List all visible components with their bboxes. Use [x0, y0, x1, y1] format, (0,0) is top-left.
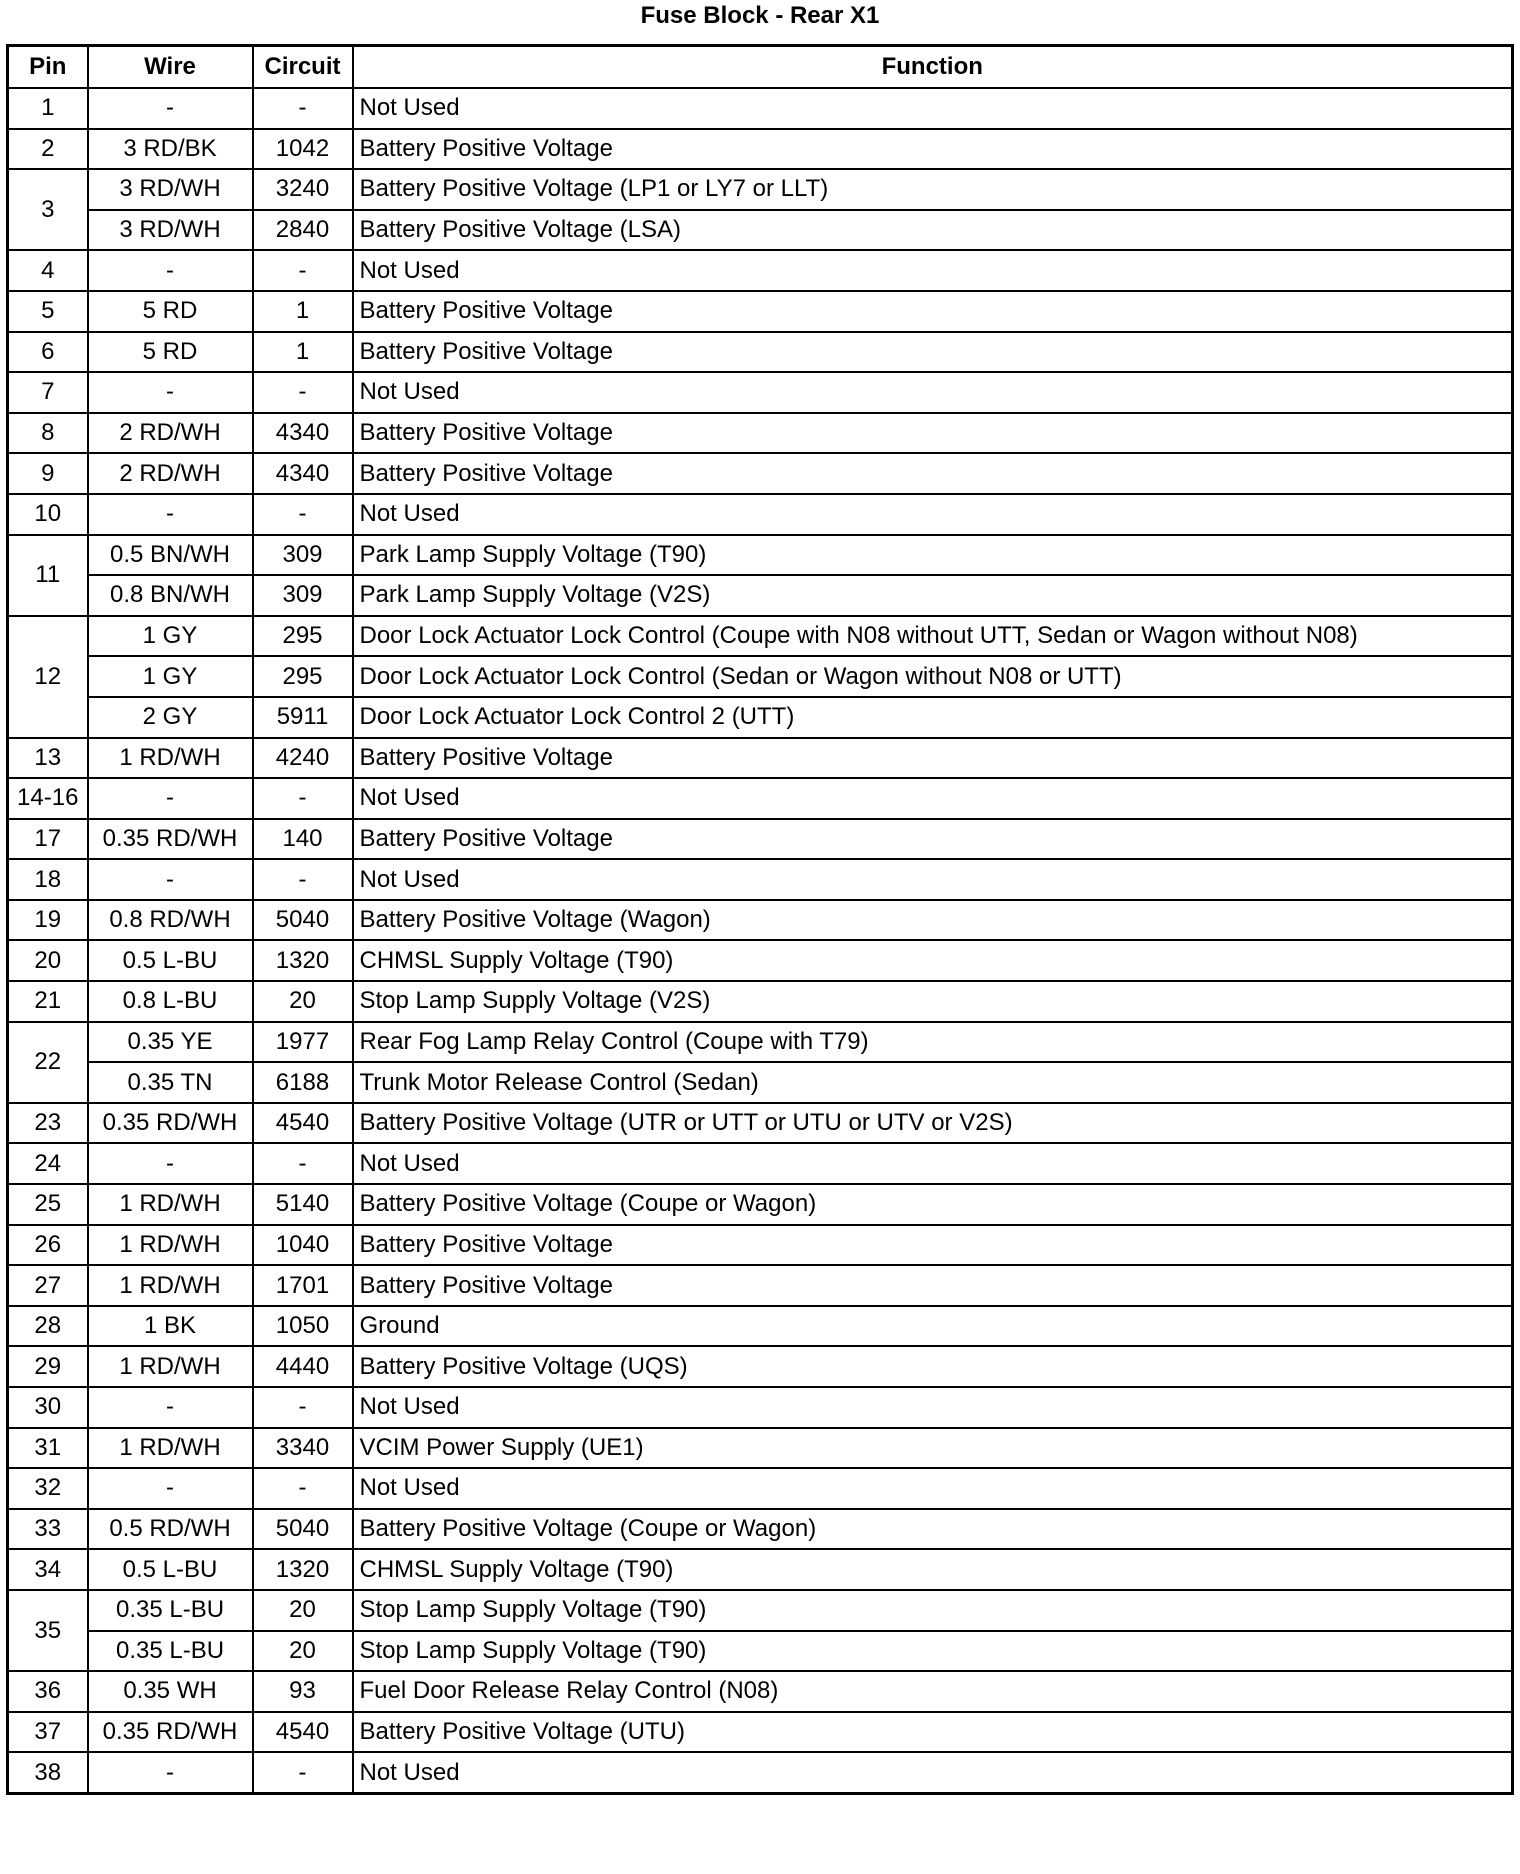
- pinout-body: [8, 88, 1513, 1793]
- table-row: [8, 1468, 1513, 1509]
- wire-cell: 0.35 WH: [88, 1671, 253, 1712]
- pin-cell: 28: [8, 1306, 88, 1347]
- table-row: [8, 1387, 1513, 1428]
- pin-cell: 35: [8, 1590, 88, 1671]
- circuit-cell: 6188: [253, 1062, 353, 1103]
- header-pin: Pin: [8, 46, 88, 89]
- circuit-cell: -: [253, 1468, 353, 1509]
- function-cell: Battery Positive Voltage: [353, 738, 1513, 779]
- function-cell: Door Lock Actuator Lock Control (Coupe with N08 without UTT, Sedan or Wagon without N08): [353, 616, 1513, 657]
- wire-cell: 3 RD/WH: [88, 210, 253, 251]
- function-cell: Battery Positive Voltage (LP1 or LY7 or LLT): [353, 169, 1513, 210]
- circuit-cell: 1320: [253, 1549, 353, 1590]
- table-row: [8, 1022, 1513, 1063]
- wire-cell: 0.5 RD/WH: [88, 1509, 253, 1550]
- wire-cell: 1 RD/WH: [88, 738, 253, 779]
- circuit-cell: 4540: [253, 1103, 353, 1144]
- wire-cell: -: [88, 250, 253, 291]
- header-row: [8, 46, 1513, 89]
- table-row: [8, 1103, 1513, 1144]
- table-row: [8, 981, 1513, 1022]
- circuit-cell: 5040: [253, 900, 353, 941]
- wire-cell: 1 RD/WH: [88, 1265, 253, 1306]
- circuit-cell: 20: [253, 1590, 353, 1631]
- pin-cell: 1: [8, 88, 88, 129]
- pin-cell: 14-16: [8, 778, 88, 819]
- circuit-cell: -: [253, 1387, 353, 1428]
- circuit-cell: 1320: [253, 940, 353, 981]
- table-row: [8, 1509, 1513, 1550]
- circuit-cell: 4440: [253, 1346, 353, 1387]
- function-cell: Not Used: [353, 494, 1513, 535]
- table-row: [8, 1752, 1513, 1793]
- pin-cell: 19: [8, 900, 88, 941]
- pin-cell: 7: [8, 372, 88, 413]
- circuit-cell: 309: [253, 535, 353, 576]
- function-cell: Park Lamp Supply Voltage (V2S): [353, 575, 1513, 616]
- pin-cell: 25: [8, 1184, 88, 1225]
- function-cell: Not Used: [353, 250, 1513, 291]
- table-row: [8, 1346, 1513, 1387]
- wire-cell: 1 RD/WH: [88, 1428, 253, 1469]
- circuit-cell: -: [253, 1143, 353, 1184]
- table-row: [8, 1062, 1513, 1103]
- pin-cell: 36: [8, 1671, 88, 1712]
- table-row: [8, 738, 1513, 779]
- wire-cell: -: [88, 1387, 253, 1428]
- function-cell: Battery Positive Voltage: [353, 1265, 1513, 1306]
- function-cell: Not Used: [353, 88, 1513, 129]
- wire-cell: -: [88, 372, 253, 413]
- wire-cell: 0.5 L-BU: [88, 940, 253, 981]
- pin-cell: 21: [8, 981, 88, 1022]
- pin-cell: 29: [8, 1346, 88, 1387]
- function-cell: Battery Positive Voltage: [353, 291, 1513, 332]
- circuit-cell: -: [253, 859, 353, 900]
- pin-cell: 6: [8, 332, 88, 373]
- function-cell: VCIM Power Supply (UE1): [353, 1428, 1513, 1469]
- table-row: [8, 1184, 1513, 1225]
- circuit-cell: 1977: [253, 1022, 353, 1063]
- function-cell: Trunk Motor Release Control (Sedan): [353, 1062, 1513, 1103]
- table-row: [8, 1712, 1513, 1753]
- table-row: [8, 129, 1513, 170]
- pin-cell: 30: [8, 1387, 88, 1428]
- table-row: [8, 616, 1513, 657]
- wire-cell: -: [88, 494, 253, 535]
- wire-cell: 0.5 L-BU: [88, 1549, 253, 1590]
- function-cell: Battery Positive Voltage (UQS): [353, 1346, 1513, 1387]
- wire-cell: 0.8 L-BU: [88, 981, 253, 1022]
- circuit-cell: 4340: [253, 453, 353, 494]
- wire-cell: 0.8 RD/WH: [88, 900, 253, 941]
- pin-cell: 34: [8, 1549, 88, 1590]
- pin-cell: 9: [8, 453, 88, 494]
- pinout-table: [6, 44, 1514, 1795]
- function-cell: Not Used: [353, 1752, 1513, 1793]
- pin-cell: 3: [8, 169, 88, 250]
- circuit-cell: 3240: [253, 169, 353, 210]
- function-cell: Battery Positive Voltage: [353, 453, 1513, 494]
- table-row: [8, 1143, 1513, 1184]
- circuit-cell: -: [253, 778, 353, 819]
- table-row: [8, 250, 1513, 291]
- wire-cell: 5 RD: [88, 332, 253, 373]
- wire-cell: 0.35 YE: [88, 1022, 253, 1063]
- table-row: [8, 413, 1513, 454]
- wire-cell: 2 RD/WH: [88, 453, 253, 494]
- wire-cell: -: [88, 1468, 253, 1509]
- pin-cell: 32: [8, 1468, 88, 1509]
- wire-cell: 0.35 RD/WH: [88, 1103, 253, 1144]
- circuit-cell: 2840: [253, 210, 353, 251]
- circuit-cell: 4240: [253, 738, 353, 779]
- pin-cell: 37: [8, 1712, 88, 1753]
- pin-cell: 2: [8, 129, 88, 170]
- pin-cell: 38: [8, 1752, 88, 1793]
- function-cell: Door Lock Actuator Lock Control 2 (UTT): [353, 697, 1513, 738]
- function-cell: Not Used: [353, 1468, 1513, 1509]
- table-row: [8, 1590, 1513, 1631]
- circuit-cell: 1: [253, 291, 353, 332]
- wire-cell: 2 RD/WH: [88, 413, 253, 454]
- wire-cell: 3 RD/BK: [88, 129, 253, 170]
- function-cell: Battery Positive Voltage (UTR or UTT or UTU or UTV or V2S): [353, 1103, 1513, 1144]
- pin-cell: 22: [8, 1022, 88, 1103]
- wire-cell: -: [88, 778, 253, 819]
- table-row: [8, 1306, 1513, 1347]
- circuit-cell: 4540: [253, 1712, 353, 1753]
- table-row: [8, 1265, 1513, 1306]
- function-cell: Park Lamp Supply Voltage (T90): [353, 535, 1513, 576]
- table-row: [8, 332, 1513, 373]
- wire-cell: 1 GY: [88, 616, 253, 657]
- circuit-cell: -: [253, 250, 353, 291]
- pin-cell: 12: [8, 616, 88, 738]
- circuit-cell: 5911: [253, 697, 353, 738]
- wire-cell: 2 GY: [88, 697, 253, 738]
- circuit-cell: 20: [253, 981, 353, 1022]
- table-row: [8, 88, 1513, 129]
- function-cell: Battery Positive Voltage (Wagon): [353, 900, 1513, 941]
- wire-cell: 1 GY: [88, 656, 253, 697]
- pin-cell: 27: [8, 1265, 88, 1306]
- pin-cell: 26: [8, 1225, 88, 1266]
- header-circuit: Circuit: [253, 46, 353, 89]
- wire-cell: 1 BK: [88, 1306, 253, 1347]
- wire-cell: -: [88, 859, 253, 900]
- wire-cell: 0.35 RD/WH: [88, 819, 253, 860]
- wire-cell: -: [88, 1143, 253, 1184]
- circuit-cell: 1050: [253, 1306, 353, 1347]
- function-cell: CHMSL Supply Voltage (T90): [353, 1549, 1513, 1590]
- wire-cell: 0.35 RD/WH: [88, 1712, 253, 1753]
- table-row: [8, 291, 1513, 332]
- function-cell: Not Used: [353, 859, 1513, 900]
- function-cell: Fuel Door Release Relay Control (N08): [353, 1671, 1513, 1712]
- table-title: Fuse Block - Rear X1: [640, 2, 880, 29]
- table-row: [8, 940, 1513, 981]
- circuit-cell: 309: [253, 575, 353, 616]
- table-row: [8, 819, 1513, 860]
- pin-cell: 4: [8, 250, 88, 291]
- wire-cell: 0.35 TN: [88, 1062, 253, 1103]
- table-row: [8, 210, 1513, 251]
- table-row: [8, 656, 1513, 697]
- table-row: [8, 575, 1513, 616]
- function-cell: Stop Lamp Supply Voltage (T90): [353, 1590, 1513, 1631]
- function-cell: Door Lock Actuator Lock Control (Sedan or Wagon without N08 or UTT): [353, 656, 1513, 697]
- circuit-cell: 1042: [253, 129, 353, 170]
- function-cell: Battery Positive Voltage: [353, 819, 1513, 860]
- table-row: [8, 372, 1513, 413]
- table-row: [8, 494, 1513, 535]
- pin-cell: 17: [8, 819, 88, 860]
- wire-cell: 3 RD/WH: [88, 169, 253, 210]
- table-row: [8, 1428, 1513, 1469]
- table-row: [8, 778, 1513, 819]
- circuit-cell: -: [253, 1752, 353, 1793]
- wire-cell: 0.5 BN/WH: [88, 535, 253, 576]
- circuit-cell: 5040: [253, 1509, 353, 1550]
- wire-cell: -: [88, 1752, 253, 1793]
- pin-cell: 23: [8, 1103, 88, 1144]
- wire-cell: 5 RD: [88, 291, 253, 332]
- circuit-cell: -: [253, 494, 353, 535]
- function-cell: Battery Positive Voltage: [353, 1225, 1513, 1266]
- function-cell: Stop Lamp Supply Voltage (V2S): [353, 981, 1513, 1022]
- table-row: [8, 169, 1513, 210]
- circuit-cell: 20: [253, 1631, 353, 1672]
- pin-cell: 31: [8, 1428, 88, 1469]
- pin-cell: 11: [8, 535, 88, 616]
- pin-cell: 13: [8, 738, 88, 779]
- pin-cell: 33: [8, 1509, 88, 1550]
- function-cell: Battery Positive Voltage (Coupe or Wagon): [353, 1184, 1513, 1225]
- circuit-cell: 3340: [253, 1428, 353, 1469]
- header-wire: Wire: [88, 46, 253, 89]
- function-cell: Battery Positive Voltage (LSA): [353, 210, 1513, 251]
- function-cell: Battery Positive Voltage: [353, 129, 1513, 170]
- circuit-cell: 93: [253, 1671, 353, 1712]
- pin-cell: 8: [8, 413, 88, 454]
- pin-cell: 5: [8, 291, 88, 332]
- function-cell: Battery Positive Voltage (UTU): [353, 1712, 1513, 1753]
- function-cell: Battery Positive Voltage: [353, 413, 1513, 454]
- table-row: [8, 535, 1513, 576]
- pin-cell: 24: [8, 1143, 88, 1184]
- circuit-cell: 1: [253, 332, 353, 373]
- table-row: [8, 1225, 1513, 1266]
- pin-cell: 10: [8, 494, 88, 535]
- function-cell: Ground: [353, 1306, 1513, 1347]
- circuit-cell: 1701: [253, 1265, 353, 1306]
- circuit-cell: -: [253, 372, 353, 413]
- circuit-cell: 295: [253, 616, 353, 657]
- circuit-cell: 140: [253, 819, 353, 860]
- table-row: [8, 1631, 1513, 1672]
- pin-cell: 18: [8, 859, 88, 900]
- circuit-cell: 5140: [253, 1184, 353, 1225]
- wire-cell: 0.8 BN/WH: [88, 575, 253, 616]
- function-cell: Stop Lamp Supply Voltage (T90): [353, 1631, 1513, 1672]
- header-function: Function: [353, 46, 1513, 89]
- function-cell: CHMSL Supply Voltage (T90): [353, 940, 1513, 981]
- wire-cell: 1 RD/WH: [88, 1184, 253, 1225]
- function-cell: Rear Fog Lamp Relay Control (Coupe with T79): [353, 1022, 1513, 1063]
- wire-cell: 1 RD/WH: [88, 1346, 253, 1387]
- pin-cell: 20: [8, 940, 88, 981]
- function-cell: Battery Positive Voltage (Coupe or Wagon): [353, 1509, 1513, 1550]
- table-row: [8, 697, 1513, 738]
- function-cell: Not Used: [353, 1387, 1513, 1428]
- wire-cell: 1 RD/WH: [88, 1225, 253, 1266]
- circuit-cell: 295: [253, 656, 353, 697]
- table-row: [8, 1549, 1513, 1590]
- function-cell: Not Used: [353, 1143, 1513, 1184]
- circuit-cell: -: [253, 88, 353, 129]
- function-cell: Battery Positive Voltage: [353, 332, 1513, 373]
- wire-cell: -: [88, 88, 253, 129]
- table-row: [8, 453, 1513, 494]
- wire-cell: 0.35 L-BU: [88, 1590, 253, 1631]
- table-row: [8, 859, 1513, 900]
- wire-cell: 0.35 L-BU: [88, 1631, 253, 1672]
- function-cell: Not Used: [353, 372, 1513, 413]
- table-row: [8, 1671, 1513, 1712]
- circuit-cell: 4340: [253, 413, 353, 454]
- table-row: [8, 900, 1513, 941]
- function-cell: Not Used: [353, 778, 1513, 819]
- circuit-cell: 1040: [253, 1225, 353, 1266]
